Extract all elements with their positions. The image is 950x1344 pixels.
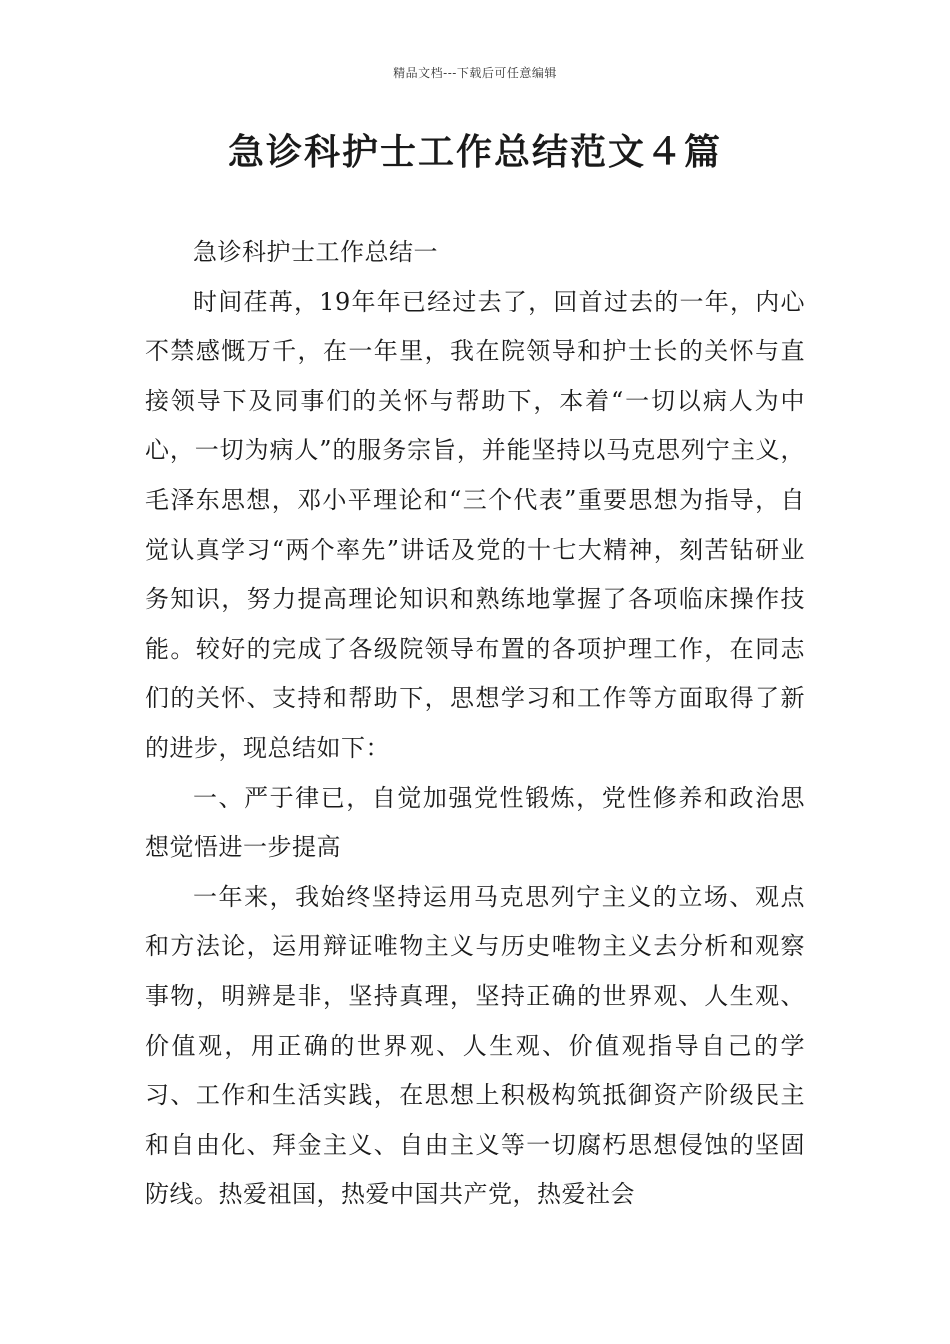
body-paragraph: 一年来，我始终坚持运用马克思列宁主义的立场、观点和方法论，运用辩证唯物主义与历史唯物主义去分析和观察事物，明辨是非，坚持真理，坚持正确的世界观、人生观、价值观，用正确的世界观、人生观、价值观指导自己的学习、工作和生活实践，在思想上积极构筑抵御资产阶级民主和自由化、拜金主义、自由主义等一切腐朽思想侵蚀的坚固防线。热爱祖国，热爱中国共产党，热爱社会 xyxy=(145,882,805,1209)
section-heading-paragraph: 急诊科护士工作总结一 xyxy=(193,238,438,266)
subsection-heading-paragraph: 一、严于律已，自觉加强党性锻炼，党性修养和政治思想觉悟进一步提高 xyxy=(145,783,805,862)
body-paragraph: 时间荏苒，19年年已经过去了，回首过去的一年，内心不禁感慨万千，在一年里，我在院领导和护士长的关怀与直接领导下及同事们的关怀与帮助下，本着“一切以病人为中心，一切为病人”的服务宗旨，并能坚持以马克思列宁主义，毛泽东思想，邓小平理论和“三个代表”重要思想为指导，自觉认真学习“两个率先”讲话及党的十七大精神，刻苦钻研业务知识，努力提高理论知识和熟练地掌握了各项临床操作技能。较好的完成了各级院领导布置的各项护理工作，在同志们的关怀、支持和帮助下，思想学习和工作等方面取得了新的进步，现总结如下： xyxy=(145,287,805,762)
header-note: 精品文档---下载后可任意编辑 xyxy=(393,66,557,80)
document-title: 急诊科护士工作总结范文４篇 xyxy=(227,131,722,173)
document-body xyxy=(145,228,805,1220)
